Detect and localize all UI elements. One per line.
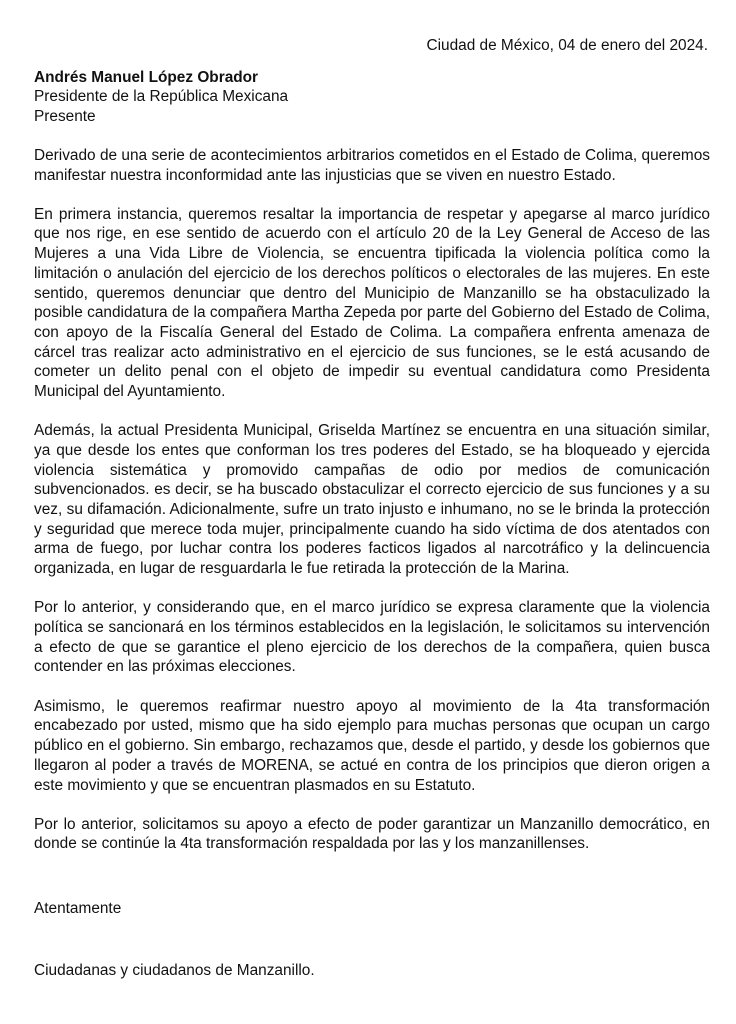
letter-page [34,36,710,996]
letter-date: Ciudad de México, 04 de enero del 2024. [426,37,708,54]
body-paragraph-5: Asimismo, le queremos reafirmar nuestro apoyo al movimiento de la 4ta transformación encabezado por usted, mismo que ha sido ejemplo para muchas personas que ocupan un cargo público en el gobierno. Sin embargo, rechazamos que, desde el partido, y desde los gobiernos que llegaron al poder a través de MORENA, se actué en contra de los principios que dieron origen a este movimiento y que se encuentran plasmados en su Estatuto. [34,697,710,794]
body-paragraph-1: Derivado de una serie de acontecimientos arbitrarios cometidos en el Estado de Colima, queremos manifestar nuestra inconformidad ante las injusticias que se viven en nuestro Estado. [34,146,710,184]
closing: Atentamente [34,900,122,918]
recipient-title: Presidente de la República Mexicana [34,88,289,106]
body-paragraph-2: En primera instancia, queremos resaltar la importancia de respetar y apegarse al marco jurídico que nos rige, en ese sentido de acuerdo con el artículo 20 de la Ley General de Acceso de las Mujeres a una Vida Libre de Violencia, se encuentra tipificada la violencia política como la limitación o anulación del ejercicio de los derechos políticos o electorales de las mujeres. En este sentido, queremos denunciar que dentro del Municipio de Manzanillo se ha obstaculizado la posible candidatura de la compañera Martha Zepeda por parte del Gobierno del Estado de Colima, con apoyo de la Fiscalía General del Estado de Colima. La compañera enfrenta amenaza de cárcel tras realizar acto administrativo en el ejercicio de sus funciones, se le está acusando de cometer un delito penal con el objeto de impedir su eventual candidatura como Presidenta Municipal del Ayuntamiento. [34,205,710,401]
body-paragraph-6: Por lo anterior, solicitamos su apoyo a efecto de poder garantizar un Manzanillo democrático, en donde se continúe la 4ta transformación respaldada por las y los manzanillenses. [34,815,710,853]
recipient-name: Andrés Manuel López Obrador [34,68,259,86]
recipient-block [34,68,710,127]
signature: Ciudadanas y ciudadanos de Manzanillo. [34,961,315,979]
body-paragraph-4: Por lo anterior, y considerando que, en el marco jurídico se expresa claramente que la violencia política se sancionará en los términos establecidos en la legislación, le solicitamos su intervención a efecto de que se garantice el pleno ejercicio de los derechos de la compañera, quien busca contender en las próximas elecciones. [34,599,710,676]
recipient-salutation: Presente [34,108,96,126]
body-paragraph-3: Además, la actual Presidenta Municipal, Griselda Martínez se encuentra en una situación similar, ya que desde los entes que conforman los tres poderes del Estado, se ha bloqueado y ejercida violencia sistemática y promovido campañas de odio por medios de comunicación subvencionados. es decir, se ha buscado obstaculizar el correcto ejercicio de sus funciones y a su vez, su difamación. Adicionalmente, sufre un trato injusto e inhumano, no se le brinda la protección y seguridad que merece toda mujer, principalmente cuando ha sido víctima de dos atentados con arma de fuego, por luchar contra los poderes facticos ligados al narcotráfico y la delincuencia organizada, en lugar de resguardarla le fue retirada la protección de la Marina. [34,422,710,578]
